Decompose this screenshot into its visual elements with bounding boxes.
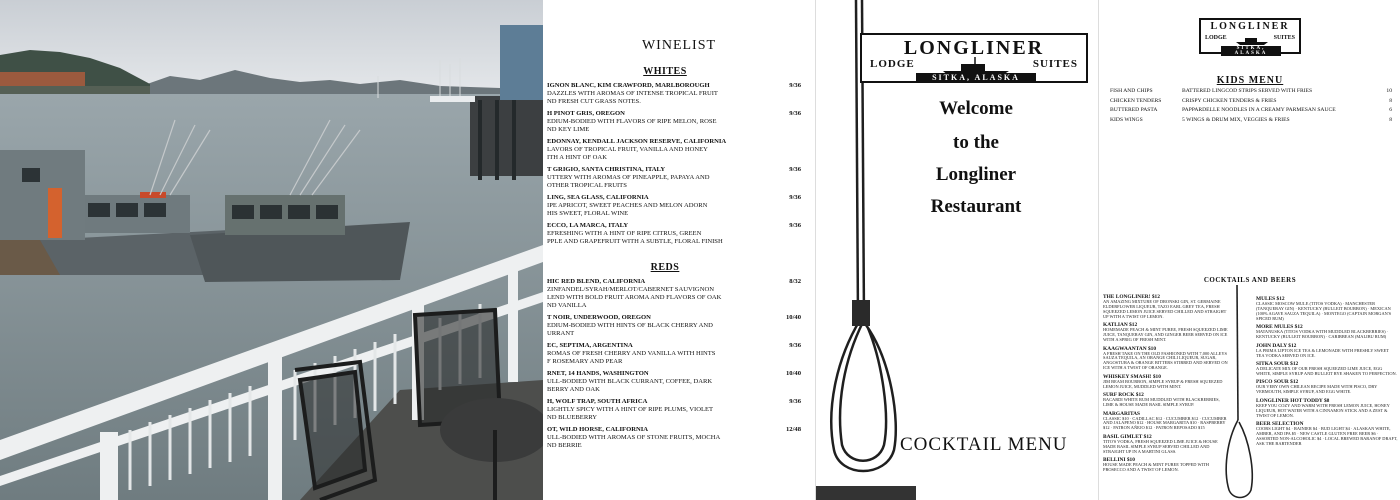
wine-description: BERRY AND OAK [547, 386, 600, 393]
cocktail-description: HOMEMADE PEACH & MINT PUREE, FRESH SQUEEZED LIME JUICE, TANQUERAY GIN, AND GINGER BEER SERVED ON ICE WITH A SPRIG OF FRESH MINT. [1103, 327, 1228, 343]
wine-description: DAZZLES WITH AROMAS OF INTENSE TROPICAL FRUIT [547, 90, 718, 97]
wine-name: RNET, 14 HANDS, WASHINGTON [547, 370, 649, 377]
cocktail-description: JIM BEAM BOURBON, SIMPLE SYRUP & FRESH SQUEEZED LEMON JUICE, MUDDLED WITH MINT. [1103, 378, 1223, 389]
wine-price: 9/36 [789, 82, 801, 89]
harbor-photo [0, 0, 543, 500]
wine-name: H, WOLF TRAP, SOUTH AFRICA [547, 398, 648, 405]
cocktail-menu-cover [815, 0, 1098, 500]
cocktail-description: OUR VERY OWN CHILEAN RECIPE MADE WITH PISCO, DRY VERMOUTH, SIMPLE SYRUP, AND EGG WHITE. [1256, 384, 1378, 395]
cocktail-name: WHISKEY SMASH! $10 [1103, 373, 1161, 380]
boat-far-left [0, 150, 85, 240]
cocktail-name: BASIL GIMLET $12 [1103, 433, 1152, 440]
wine-name: HIC RED BLEND, CALIFORNIA [547, 278, 646, 285]
wine-price: 9/36 [789, 222, 801, 229]
welcome-line-4: Restaurant [930, 196, 1022, 217]
wine-description: ULL-BODIED WITH BLACK CURRANT, COFFEE, DARK [547, 378, 713, 385]
cocktail-name: BEER SELECTION [1256, 421, 1304, 428]
wine-entry [547, 110, 809, 134]
kids-item-description: CRISPY CHICKEN TENDERS & FRIES [1182, 97, 1277, 104]
wine-description: ND KEY LIME [547, 126, 590, 133]
wine-entry [547, 82, 809, 106]
cocktail-item [1256, 379, 1398, 395]
cocktail-item [1103, 392, 1231, 408]
wine-entry [547, 194, 809, 218]
wine-price: 9/36 [789, 194, 801, 201]
cocktail-item [1103, 457, 1231, 473]
wine-name: T NOIR, UNDERWOOD, OREGON [547, 314, 651, 321]
cocktail-name: THE LONGLINER! $12 [1103, 294, 1160, 300]
kids-menu-row [1110, 107, 1392, 116]
wine-name: OT, WILD HORSE, CALIFORNIA [547, 426, 649, 433]
cocktail-name: SURF ROCK $12 [1103, 392, 1144, 399]
wine-price: 8/32 [789, 278, 801, 285]
cocktail-name: JOHN DALY $12 [1256, 342, 1297, 349]
cocktail-item [1256, 398, 1398, 419]
wine-description: ROMAS OF FRESH CHERRY AND VANILLA WITH HINTS [547, 350, 716, 357]
cocktail-description: KEEP YOU COZY AND WARM WITH FRESH LEMON JUICE, HONEY LIQUEUR, HOT WATER WITH A CINNAMON STICK AND A ZEST & TWIST OF LEMON. [1256, 402, 1390, 418]
wine-description: ND FRESH CUT GRASS NOTES. [547, 98, 641, 105]
wine-name: IGNON BLANC, KIM CRAWFORD, MARLBOROUGH [547, 82, 710, 89]
wine-price: 9/36 [789, 110, 801, 117]
cocktail-name: LONGLINER HOT TODDY $8 [1256, 397, 1330, 404]
wine-description: UTTERY WITH AROMAS OF PINEAPPLE, PAPAYA AND [547, 174, 710, 181]
wine-description: EFRESHING WITH A HINT OF RIPE CITRUS, GREEN [547, 230, 702, 237]
cocktail-item [1103, 374, 1231, 390]
wine-description: LAVORS OF TROPICAL FRUIT, VANILLA AND HONEY [547, 146, 708, 153]
wine-entry [547, 342, 809, 366]
cocktail-item [1103, 411, 1231, 432]
wine-description: HIS SWEET, FLORAL WINE [547, 210, 629, 217]
wine-description: ND VANILLA [547, 302, 587, 309]
wine-entry [547, 278, 809, 310]
cocktails-left-column [1103, 294, 1231, 498]
cocktail-description: LA PRIMA LIPTON ICE TEA & LEMONADE WITH FRESHLY SWEET TEA VODKA SERVED ON ICE. [1256, 347, 1389, 358]
wine-price: 9/36 [789, 398, 801, 405]
wine-description: ITH A HINT OF OAK [547, 154, 607, 161]
longliner-logo: LONGLINER LODGE SUITES SITKA, ALASKA [860, 33, 1088, 83]
kids-item-description: BATTERED LINGCOD STRIPS SERVED WITH FRIES [1182, 88, 1313, 94]
cocktail-item [1103, 322, 1231, 343]
cocktail-item [1103, 346, 1231, 372]
cocktail-item [1103, 434, 1231, 455]
cocktail-item [1256, 296, 1398, 322]
wine-description: LEND WITH BOLD FRUIT AROMA AND FLAVORS OF OAK [547, 294, 722, 301]
cocktail-name: MULES $12 [1256, 296, 1285, 302]
cocktail-name: SITKA SOUR $12 [1256, 361, 1299, 368]
wine-entry [547, 314, 809, 338]
cocktail-description: A FRESH TAKE ON THE OLD FASHIONED WITH 7,000 ALLEYS SAUZA TEQUILA, AN ORANGE CHILI LIQUEUR, SUGAR, ANGOSTURA & ORANGE BITTERS STIRRED AND SERVED ON ICE WITH A TWIST OF ORANGE. [1103, 350, 1228, 371]
wine-description: URRANT [547, 330, 575, 337]
kids-item-price: 8 [1389, 116, 1392, 123]
cocktail-item [1103, 294, 1231, 320]
wine-name: EC, SEPTIMA, ARGENTINA [547, 342, 633, 349]
wine-name: H PINOT GRIS, OREGON [547, 110, 625, 117]
kids-item-price: 10 [1386, 88, 1392, 94]
wine-description: EDIUM-BODIED WITH FLAVORS OF RIPE MELON, ROSE [547, 118, 717, 125]
wine-description: EDIUM-BODIED WITH HINTS OF BLACK CHERRY AND [547, 322, 713, 329]
welcome-line-3: Longliner [935, 164, 1017, 185]
wine-description: ULL-BODIED WITH AROMAS OF STONE FRUITS, MOCHA [547, 434, 721, 441]
kids-menu-title: KIDS MENU [1216, 75, 1284, 86]
cocktail-description: BACARDI WHITE RUM MUDDLED WITH BLACKBERRIES, LIME & HOUSE MADE BASIL SIMPLE SYRUP. [1103, 397, 1220, 408]
longliner-logo-small: LONGLINER LODGE SUITES SITKA, ALASKA [1199, 18, 1301, 54]
wine-description: F ROSEMARY AND PEAR [547, 358, 623, 365]
wine-price: 12/48 [785, 426, 801, 433]
whites-heading: WHITES [643, 66, 687, 77]
cocktail-description: TITO'S VODKA, FRESH SQUEEZED LIME JUICE & HOUSE MADE BASIL SIMPLE SYRUP SERVED CHILLED AND STRAIGHT UP IN A MARTINI GLASS. [1103, 438, 1218, 454]
cocktail-name: MARGARITAS [1103, 410, 1141, 417]
harbor-building [500, 25, 543, 100]
cocktail-item [1256, 421, 1398, 447]
cocktail-description: COORS LIGHT $4 · RAINIER $4 · BUD LIGHT $4 · ALASKAN WHITE, AMBER, AND IPA $5 · NEW CASTLE GLUTEN FREE BEER $6 · ASSORTED NON-ALCOHOLIC $4 · LOCAL BREWED BARANOF DRAFT, ASK THE BARTENDER [1256, 426, 1398, 446]
boat-logo-small-icon [1235, 34, 1269, 46]
kids-item-description: PAPPARDELLE NOODLES IN A CREAMY PARMESAN SAUCE [1182, 107, 1336, 113]
cocktail-description: HOUSE MADE PEACH & MINT PUREE TOPPED WITH PROSECCO AND A TWIST OF LEMON. [1103, 462, 1209, 473]
wine-name: LING, SEA GLASS, CALIFORNIA [547, 194, 649, 201]
wine-description: ND BLUEBERRY [547, 414, 598, 421]
kids-item-description: 5 WINGS & DRUM MIX, VEGGIES & FRIES [1182, 116, 1290, 123]
cocktail-description: CLASSIC $10 · CADILLAC $12 · CUCUMBER $12 · CUCUMBER AND JALAPENO $12 · HOUSE MARGARITA $10 · RASPBERRY $12 · PATRON AÑEJO $12 · PATRON REPOSADO $15 [1103, 415, 1227, 431]
wine-entry [547, 166, 809, 190]
cocktails-and-beers-title: COCKTAILS AND BEERS [1203, 276, 1297, 284]
kids-item-name: BUTTERED PASTA [1110, 107, 1158, 113]
wine-name: T GRIGIO, SANTA CHRISTINA, ITALY [547, 166, 666, 173]
wine-description: IPE APRICOT, SWEET PEACHES AND MELON ADORN [547, 202, 708, 209]
wine-description: PPLE AND GRAPEFRUIT WITH A SUBTLE, FLORAL FINISH [547, 238, 723, 245]
kids-item-price: 6 [1389, 107, 1392, 113]
cocktail-description: MATANUSKA (TITOS VODKA WITH MUDDLED BLACKBERRIES) · KENTUCKY (BULLEIT BOURBON) · CARIBBEAN (MALIBU RUM) [1256, 329, 1389, 340]
kids-menu-row [1110, 88, 1392, 97]
wine-entry [547, 222, 809, 246]
kids-item-name: KIDS WINGS [1110, 116, 1143, 123]
kids-item-price: 8 [1389, 97, 1392, 104]
kids-menu-row [1110, 117, 1392, 126]
wine-price: 9/36 [789, 166, 801, 173]
wine-name: ECCO, LA MARCA, ITALY [547, 222, 629, 229]
cocktail-item [1256, 343, 1398, 359]
cocktail-description: A DELICATE MIX OF OUR FRESH SQUEEZED LIME JUICE, EGG WHITE, SIMPLE SYRUP AND BULLEIT RYE SHAKEN TO PERFECTION. [1256, 366, 1397, 376]
wine-price: 10/40 [785, 370, 801, 377]
wine-list-page [543, 0, 815, 500]
welcome-line-1: Welcome [939, 98, 1013, 119]
kids-item-name: FISH AND CHIPS [1110, 88, 1153, 94]
kids-menu-row [1110, 98, 1392, 107]
cocktails-right-column [1256, 296, 1398, 498]
cocktail-item [1256, 324, 1398, 340]
kids-item-name: CHICKEN TENDERS [1110, 97, 1162, 104]
cocktail-description: AN AMAZING MIXTURE OF DRONSKI GIN, ST. GERMAINE ELDERFLOWER LIQUEUR, TAZO EARL GREY TEA, FRESH SQUEEZED LEMON JUICE SERVED CHILLED AND STRAIGHT UP WITH A TWIST OF LEMON. [1103, 299, 1227, 319]
shore-building [0, 72, 85, 86]
wine-description: ND BERRIE [547, 442, 582, 449]
wine-price: 9/36 [789, 342, 801, 349]
wine-entry [547, 426, 809, 450]
wine-description: OTHER TROPICAL FRUITS [547, 182, 627, 189]
welcome-line-2: to the [953, 132, 999, 153]
wine-name: EDONNAY, KENDALL JACKSON RESERVE, CALIFORNIA [547, 138, 727, 145]
fisherman [48, 188, 62, 238]
wine-description: ZINFANDEL/SYRAH/MERLOT/CABERNET SAUVIGNON [547, 286, 714, 293]
cocktail-item [1256, 361, 1398, 377]
reds-heading: REDS [650, 262, 680, 273]
cocktail-description: CLASSIC MOSCOW MULE (TITOS VODKA) · MANCHESTER (TANQUERAY GIN) · KENTUCKY (BULLEIT BOURBON) · MEXICAN (100% AGAVE SAUZA TEQUILA) · MONTEGO (CAPTAIN MORGAN'S SPICED RUM) [1256, 301, 1392, 321]
cocktail-name: PISCO SOUR $12 [1256, 379, 1299, 386]
wine-entry [547, 398, 809, 422]
wine-entry [547, 370, 809, 394]
kids-and-cocktails-page [1098, 0, 1400, 500]
cocktail-name: MORE MULES $12 [1256, 324, 1303, 331]
cocktail-menu-title: COCKTAIL MENU [900, 434, 1068, 455]
cocktail-name: KAAGWAANTAN $10 [1103, 345, 1157, 352]
harbor-scene [0, 0, 543, 500]
wine-price: 10/40 [785, 314, 801, 321]
wine-description: LIGHTLY SPICY WITH A HINT OF RIPE PLUMS, VIOLET [547, 406, 714, 413]
cocktail-name: KATLIAN $12 [1103, 322, 1138, 329]
cocktail-name: BELLINI $10 [1103, 457, 1135, 464]
wine-list-title: WINELIST [641, 38, 717, 53]
wine-entry [547, 138, 809, 162]
